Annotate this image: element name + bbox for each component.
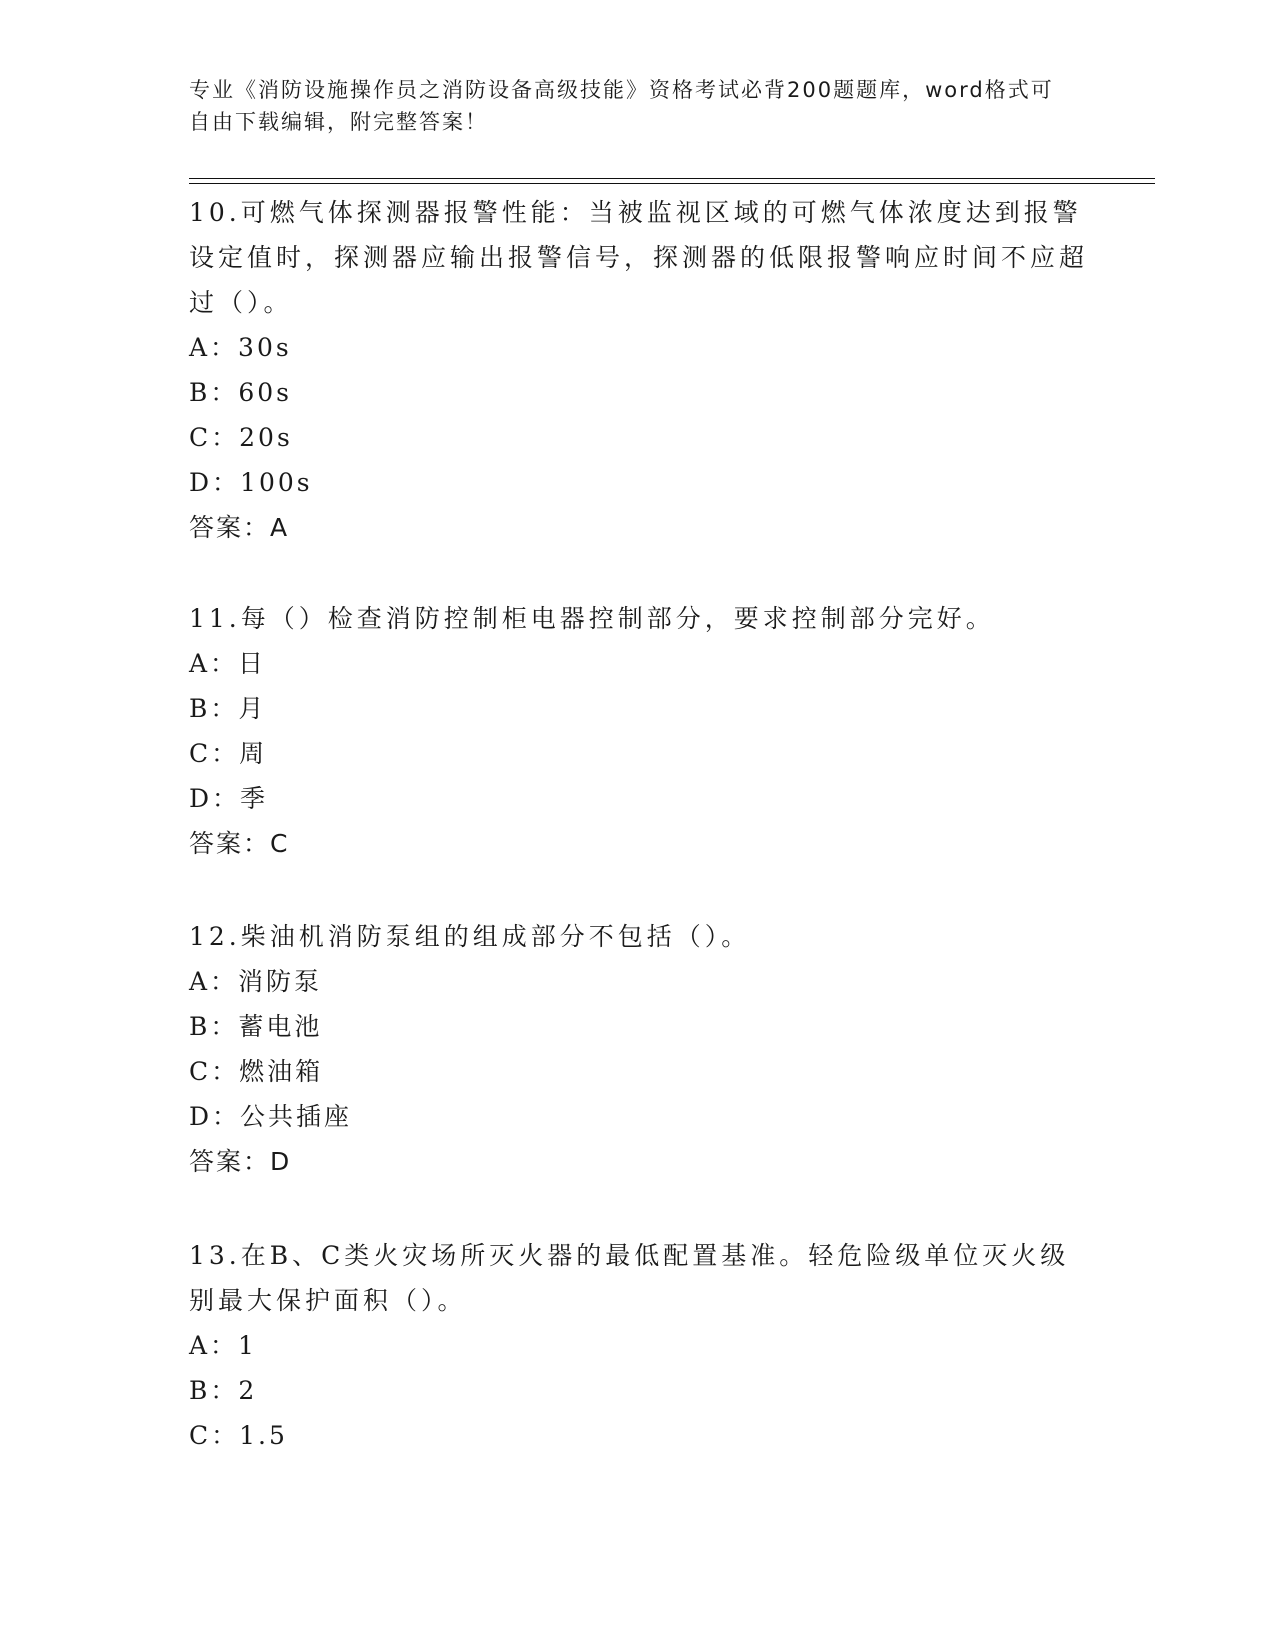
question-stem: 11.每（）检查消防控制柜电器控制部分，要求控制部分完好。 [189,604,995,633]
answer: 答案：D [189,1147,292,1176]
option-c: C：周 [189,739,268,768]
question-11 [189,596,1089,866]
question-10 [189,190,1089,550]
option-d: D：100s [189,468,313,497]
option-b: B：2 [189,1376,258,1405]
option-d: D：公共插座 [189,1102,353,1131]
option-c: C：燃油箱 [189,1057,324,1086]
header-divider-bottom [189,183,1155,184]
option-a: A：日 [189,649,267,678]
option-a: A：消防泵 [189,967,323,996]
answer: 答案：C [189,829,290,858]
question-13 [189,1233,1089,1458]
question-stem: 10.可燃气体探测器报警性能：当被监视区域的可燃气体浓度达到报警设定值时，探测器应输出报警信号，探测器的低限报警响应时间不应超过（）。 [189,198,1089,317]
question-12 [189,914,1089,1184]
option-c: C：20s [189,423,293,452]
option-a: A：1 [189,1331,257,1360]
option-b: B：月 [189,694,267,723]
answer: 答案：A [189,513,290,542]
option-d: D：季 [189,784,269,813]
option-b: B：蓄电池 [189,1012,323,1041]
document-header: 专业《消防设施操作员之消防设备高级技能》资格考试必背200题题库，word格式可自由下载编辑，附完整答案！ [189,78,1054,134]
option-c: C：1.5 [189,1421,288,1450]
question-stem: 13.在B、C类火灾场所灭火器的最低配置基准。轻危险级单位灭火级别最大保护面积（）。 [189,1241,1070,1315]
question-stem: 12.柴油机消防泵组的组成部分不包括（）。 [189,922,751,951]
option-a: A：30s [189,333,292,362]
option-b: B：60s [189,378,293,407]
header-divider-top [189,178,1155,179]
